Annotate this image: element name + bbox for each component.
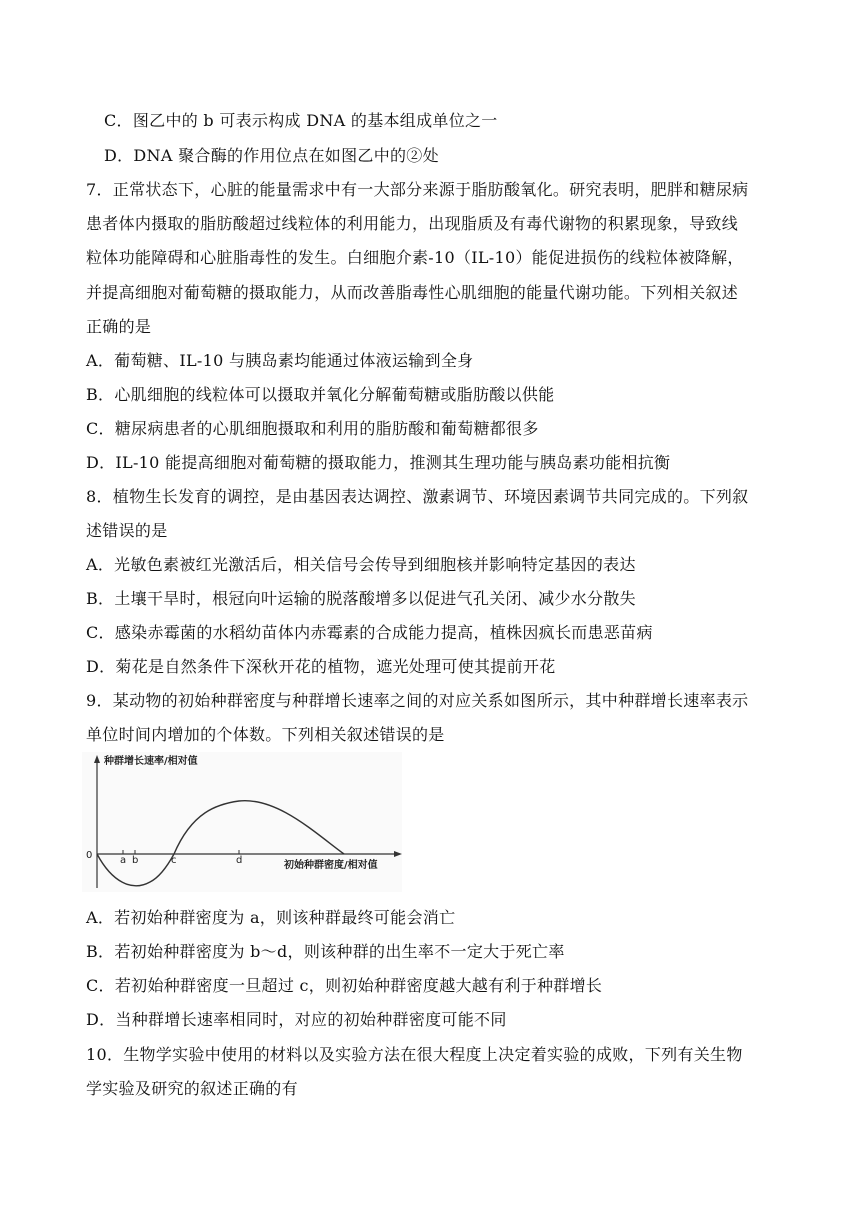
q8-option-a: A．光敏色素被红光激活后，相关信号会传导到细胞核并影响特定基因的表达: [86, 555, 636, 574]
q9-stem-line-1: 9．某动物的初始种群密度与种群增长速率之间的对应关系如图所示，其中种群增长速率表示: [86, 691, 749, 710]
tick-label-b: b: [132, 855, 139, 866]
tick-label-a: a: [120, 855, 127, 866]
population-growth-chart: [82, 752, 402, 892]
q9-option-b: B．若初始种群密度为 b～d，则该种群的出生率不一定大于死亡率: [86, 942, 565, 961]
q7-stem-line-2: 患者体内摄取的脂肪酸超过线粒体的利用能力，出现脂质及有毒代谢物的积累现象，导致线: [86, 214, 739, 233]
q7-option-a: A．葡萄糖、IL-10 与胰岛素均能通过体液运输到全身: [86, 351, 474, 370]
q7-stem-line-5: 正确的是: [86, 317, 152, 336]
tick-label-c: c: [171, 855, 177, 866]
q9-option-d: D．当种群增长速率相同时，对应的初始种群密度可能不同: [86, 1010, 507, 1029]
q8-stem-line-1: 8．植物生长发育的调控，是由基因表达调控、激素调节、环境因素调节共同完成的。下列叙: [86, 487, 749, 506]
chart-svg: [82, 752, 402, 892]
q10-stem-line-1: 10．生物学实验中使用的材料以及实验方法在很大程度上决定着实验的成败，下列有关生物: [86, 1045, 743, 1064]
chart-background: [82, 752, 402, 892]
q7-stem-line-1: 7．正常状态下，心脏的能量需求中有一大部分来源于脂肪酸氧化。研究表明，肥胖和糖尿病: [86, 180, 749, 199]
q8-option-d: D．菊花是自然条件下深秋开花的植物，遮光处理可使其提前开花: [86, 657, 556, 676]
q8-option-c: C．感染赤霉菌的水稻幼苗体内赤霉素的合成能力提高，植株因疯长而患恶苗病: [86, 623, 653, 642]
q7-stem-line-3: 粒体功能障碍和心脏脂毒性的发生。白细胞介素-10（IL-10）能促进损伤的线粒体被降解，: [86, 248, 744, 267]
q9-option-c: C．若初始种群密度一旦超过 c，则初始种群密度越大越有利于种群增长: [86, 976, 603, 995]
q9-stem-line-2: 单位时间内增加的个体数。下列相关叙述错误的是: [86, 725, 445, 744]
tick-label-d: d: [236, 855, 243, 866]
q7-option-b: B．心肌细胞的线粒体可以摄取并氧化分解葡萄糖或脂肪酸以供能: [86, 385, 555, 404]
q10-stem-line-2: 学实验及研究的叙述正确的有: [86, 1079, 298, 1098]
q9-option-a: A．若初始种群密度为 a，则该种群最终可能会消亡: [86, 908, 456, 927]
q7-option-d: D．IL-10 能提高细胞对葡萄糖的摄取能力，推测其生理功能与胰岛素功能相抗衡: [86, 453, 671, 472]
q7-stem-line-4: 并提高细胞对葡萄糖的摄取能力，从而改善脂毒性心肌细胞的能量代谢功能。下列相关叙述: [86, 283, 739, 302]
q6-option-c: C．图乙中的 b 可表示构成 DNA 的基本组成单位之一: [104, 111, 498, 130]
y-axis-label: 种群增长速率/相对值: [104, 756, 198, 767]
origin-label: 0: [86, 850, 93, 861]
q6-option-d: D．DNA 聚合酶的作用位点在如图乙中的②处: [104, 146, 439, 165]
x-axis-label: 初始种群密度/相对值: [284, 860, 378, 871]
q7-option-c: C．糖尿病患者的心肌细胞摄取和利用的脂肪酸和葡萄糖都很多: [86, 419, 539, 438]
q8-stem-line-2: 述错误的是: [86, 521, 168, 540]
q8-option-b: B．土壤干旱时，根冠向叶运输的脱落酸增多以促进气孔关闭、减少水分散失: [86, 589, 636, 608]
